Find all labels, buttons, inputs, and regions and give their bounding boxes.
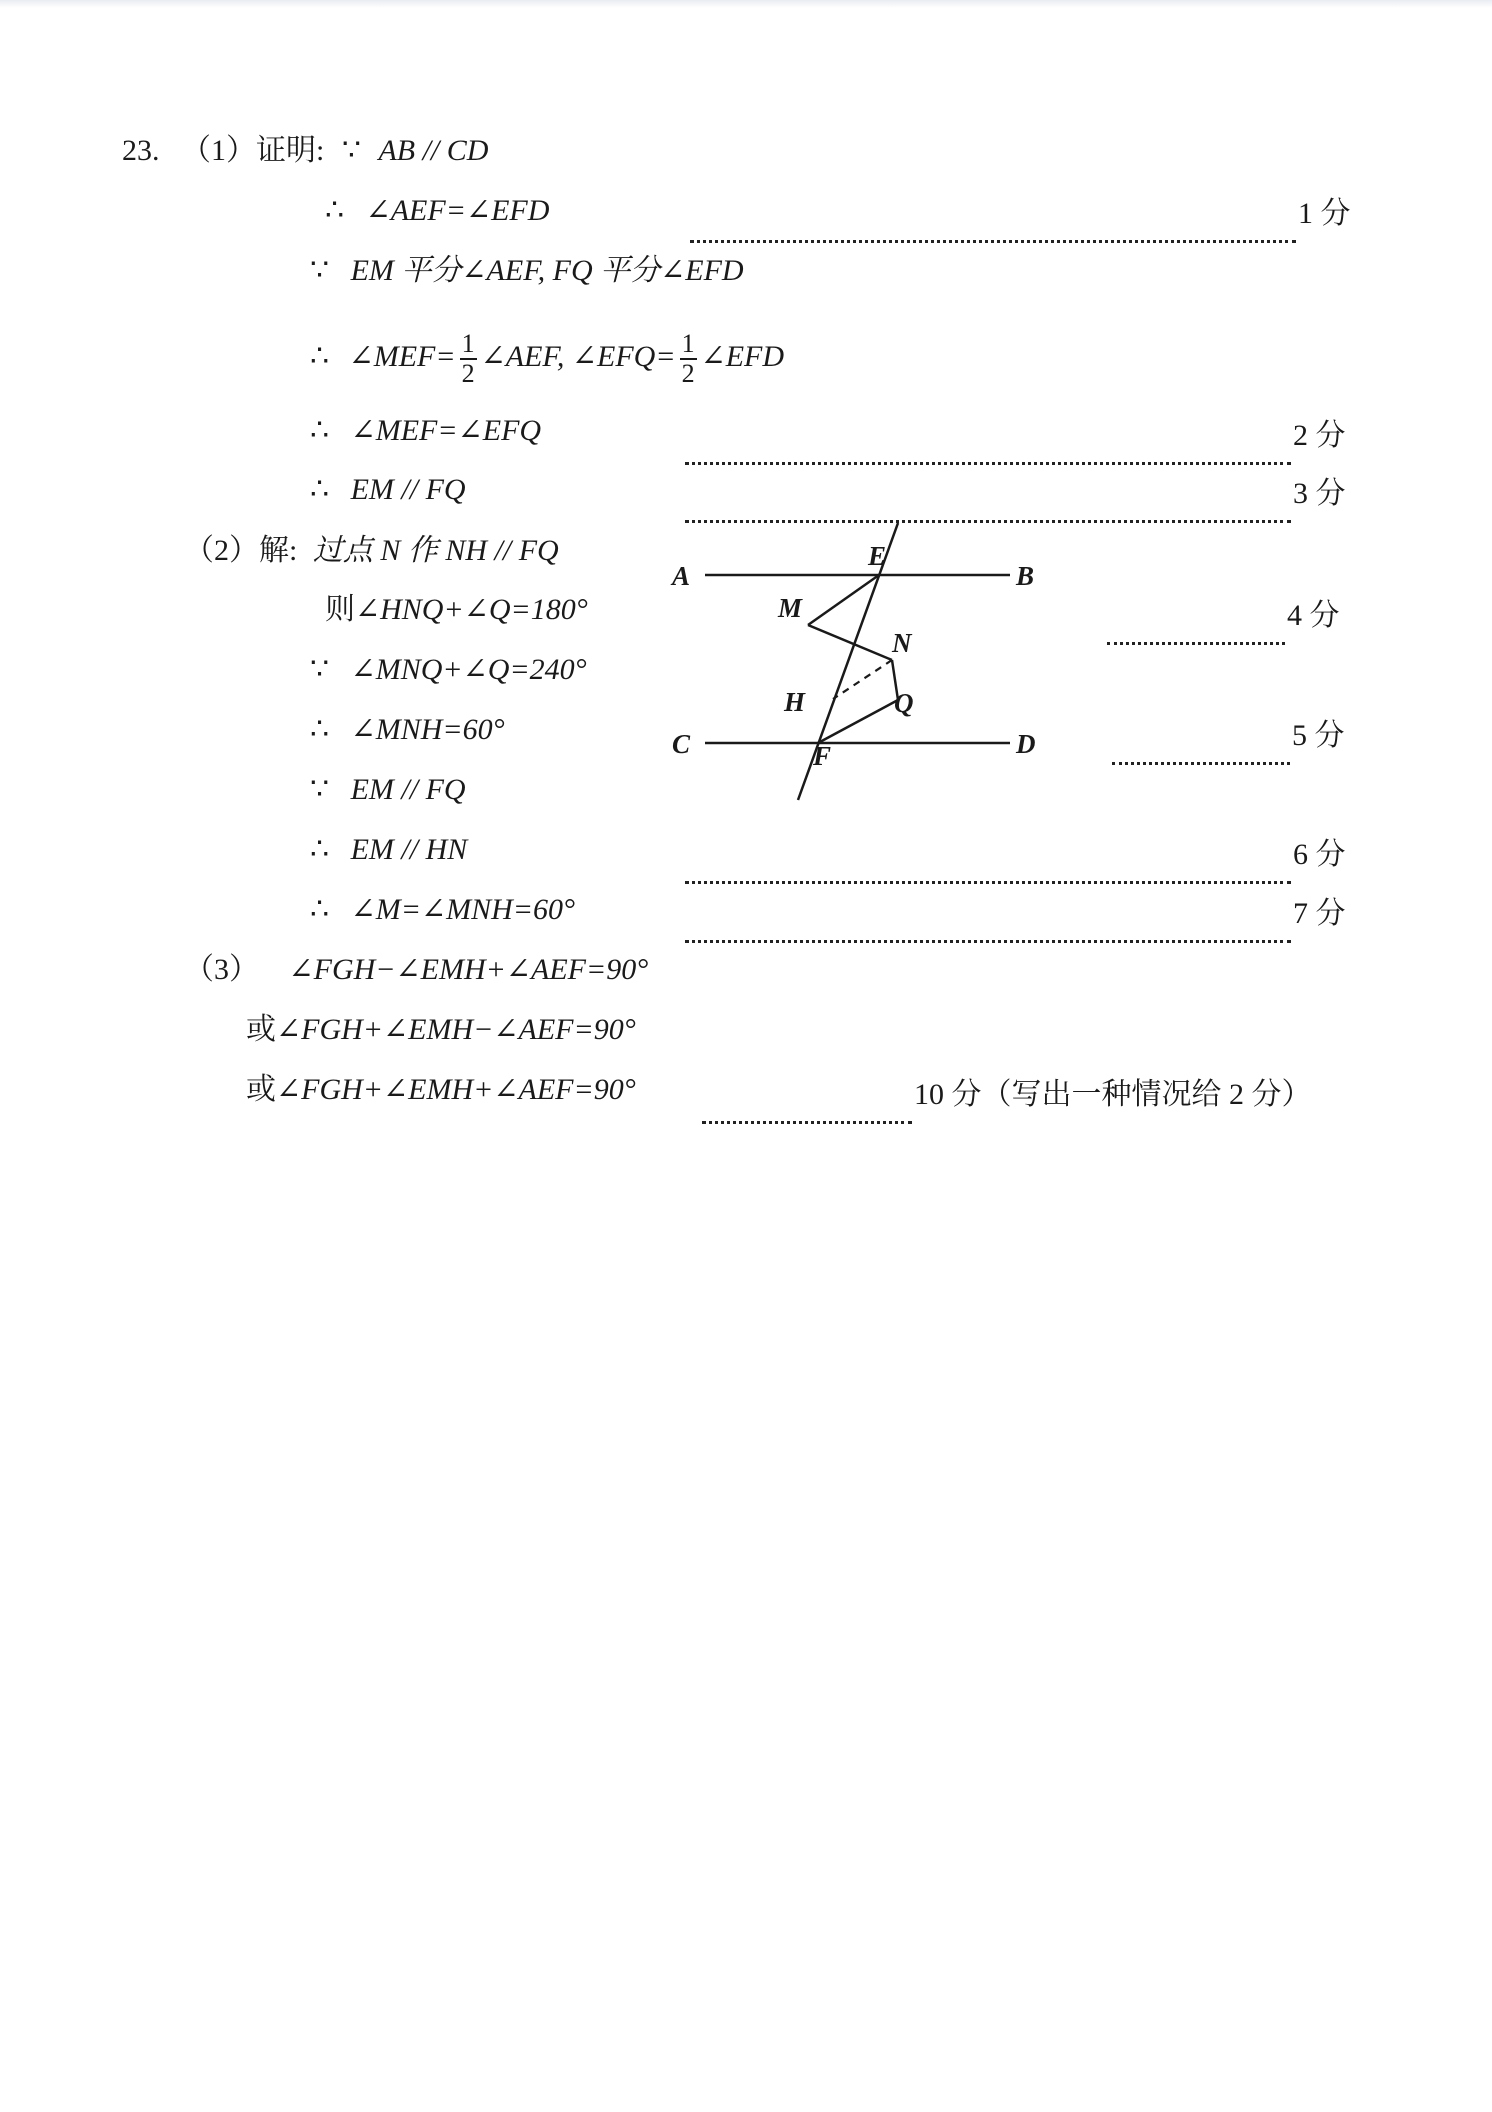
- score-7: 7 分: [1293, 897, 1346, 930]
- part1-line3-text: EM 平分∠AEF, FQ 平分∠EFD: [350, 254, 744, 287]
- part3-line3-prefix: 或: [246, 1073, 276, 1106]
- part1-line6: [310, 470, 466, 510]
- part2-line6-prefix: ∴: [310, 833, 330, 866]
- score-leader-10: [702, 1081, 912, 1124]
- score-3: 3 分: [1293, 477, 1346, 510]
- part2-line1-text: 过点 N 作 NH // FQ: [312, 534, 559, 567]
- problem-header: [122, 131, 488, 171]
- part3-line2-text: ∠FGH+∠EMH−∠AEF=90°: [276, 1013, 636, 1046]
- score-leader-7: [685, 900, 1291, 943]
- part3-line1: [184, 950, 648, 990]
- part3-line2-prefix: 或: [246, 1013, 276, 1046]
- fraction-1-denominator: 2: [461, 359, 475, 388]
- part1-line2-prefix: ∴: [325, 194, 345, 227]
- fraction-1-numerator: 1: [461, 329, 475, 358]
- part1-line2-text: ∠AEF=∠EFD: [365, 194, 550, 227]
- fraction-2-denominator: 2: [681, 359, 695, 388]
- label-f: F: [813, 741, 832, 771]
- score-leader-5: [1112, 722, 1290, 765]
- label-m: M: [778, 593, 803, 623]
- part2-line6: [310, 830, 467, 870]
- part1-line6-prefix: ∴: [310, 473, 330, 506]
- score-4: 4 分: [1287, 599, 1340, 632]
- geometry-figure: [670, 515, 1050, 815]
- part1-line4: [310, 330, 784, 388]
- score-5: 5 分: [1292, 719, 1345, 752]
- part3-label: （3）: [184, 953, 259, 986]
- part1-line3-prefix: ∵: [310, 254, 330, 287]
- label-b: B: [1016, 561, 1035, 591]
- part1-label: （1）证明:: [181, 134, 325, 167]
- part1-line2: [325, 191, 549, 231]
- part3-line2: [246, 1010, 636, 1050]
- label-h: H: [784, 687, 806, 717]
- part2-line3-text: ∠MNQ+∠Q=240°: [350, 653, 587, 686]
- part2-line2-text: ∠HNQ+∠Q=180°: [355, 593, 588, 626]
- part2-line7-text: ∠M=∠MNH=60°: [350, 893, 576, 926]
- label-e: E: [868, 541, 887, 571]
- part2-line5: [310, 770, 466, 810]
- label-n: N: [892, 628, 912, 658]
- fraction-half-2: [680, 330, 697, 388]
- part2-line4: [310, 710, 505, 750]
- part1-line1-prefix: ∵: [341, 134, 361, 167]
- part1-line1-text: AB // CD: [378, 134, 489, 167]
- part2-line7: [310, 890, 575, 930]
- part1-line4-text-a: ∠MEF=: [348, 339, 456, 373]
- part3-line3: [246, 1070, 636, 1110]
- score-2: 2 分: [1293, 419, 1346, 452]
- label-q: Q: [894, 688, 914, 718]
- problem-number: 23.: [122, 134, 160, 167]
- score-leader-2: [685, 422, 1291, 465]
- part2-line3-prefix: ∵: [310, 653, 330, 686]
- label-c: C: [672, 729, 691, 759]
- score-6: 6 分: [1293, 838, 1346, 871]
- part1-line5-text: ∠MEF=∠EFQ: [350, 414, 542, 447]
- score-10: 10 分（写出一种情况给 2 分）: [914, 1078, 1312, 1111]
- part2-line7-prefix: ∴: [310, 893, 330, 926]
- part1-line4-text-b: ∠AEF, ∠EFQ=: [480, 339, 676, 373]
- part1-line5-prefix: ∴: [310, 414, 330, 447]
- score-leader-4: [1107, 602, 1285, 645]
- label-a: A: [672, 561, 691, 591]
- part2-line2-prefix: 则: [325, 593, 355, 626]
- part2-line3: [310, 650, 587, 690]
- segment-qf: [818, 700, 898, 743]
- score-leader-1: [690, 200, 1296, 243]
- part2-line2: [325, 590, 588, 630]
- part2-line6-text: EM // HN: [350, 833, 468, 866]
- page-top-shade: [0, 0, 1492, 8]
- score-1: 1 分: [1298, 197, 1351, 230]
- part1-line4-text-c: ∠EFD: [700, 339, 785, 373]
- part3-line3-text: ∠FGH+∠EMH+∠AEF=90°: [276, 1073, 636, 1106]
- fraction-2-numerator: 1: [681, 329, 695, 358]
- part2-line5-text: EM // FQ: [350, 773, 466, 806]
- part2-line5-prefix: ∵: [310, 773, 330, 806]
- segment-em: [808, 575, 879, 625]
- part1-line4-prefix: ∴: [310, 339, 330, 373]
- fraction-half-1: [460, 330, 477, 388]
- label-d: D: [1016, 729, 1036, 759]
- part2-line4-text: ∠MNH=60°: [350, 713, 505, 746]
- part2-header: [184, 531, 559, 571]
- part3-line1-text: ∠FGH−∠EMH+∠AEF=90°: [288, 953, 649, 986]
- part1-line6-text: EM // FQ: [350, 473, 466, 506]
- part1-line5: [310, 411, 541, 451]
- part2-line4-prefix: ∴: [310, 713, 330, 746]
- score-leader-6: [685, 841, 1291, 884]
- part1-line3: [310, 251, 744, 291]
- part2-label: （2）解:: [184, 534, 298, 567]
